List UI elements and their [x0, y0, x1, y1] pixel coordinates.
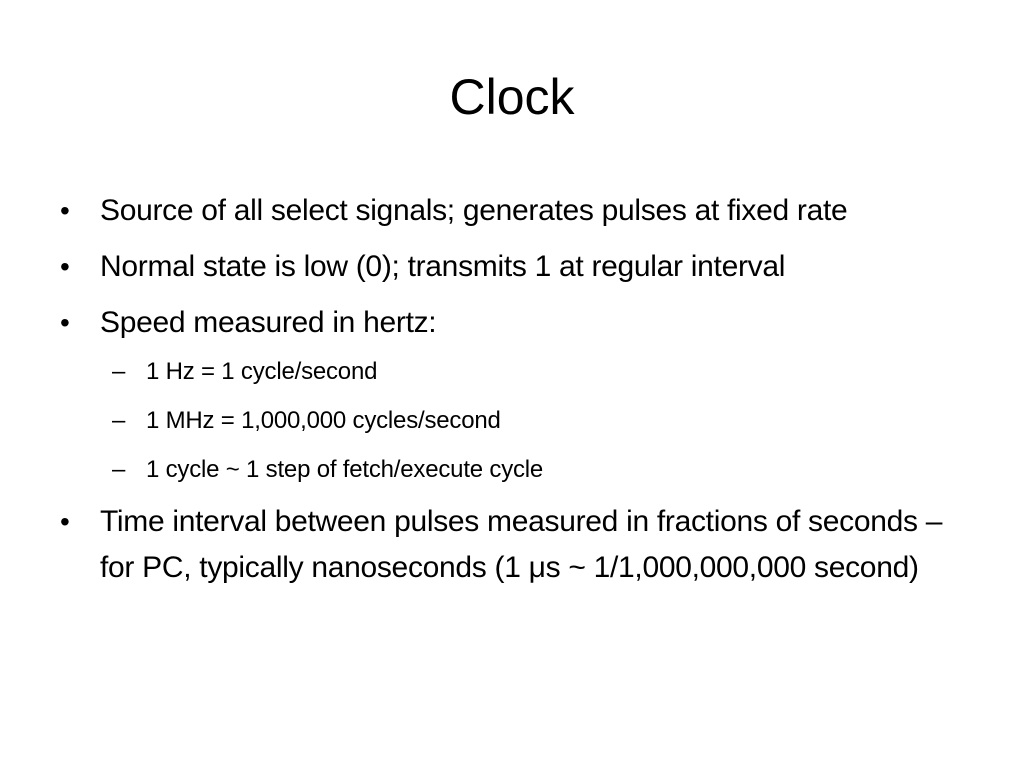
- sub-bullet-item: [56, 401, 976, 441]
- sub-bullet-text: 1 cycle ~ 1 step of fetch/execute cycle: [146, 456, 544, 483]
- sub-bullet-text: 1 Hz = 1 cycle/second: [146, 358, 378, 385]
- slide-title: Clock: [449, 69, 575, 125]
- bullet-text: Time interval between pulses measured in fractions of seconds – for PC, typically nanoseconds (1 μs ~ 1/1,000,000,000 second): [100, 505, 943, 584]
- bullet-mark: •: [60, 195, 70, 226]
- sub-bullet-text: 1 MHz = 1,000,000 cycles/second: [146, 407, 501, 434]
- sub-bullet-item: [56, 450, 976, 490]
- sub-bullet-mark: –: [112, 407, 126, 434]
- bullet-mark: •: [60, 307, 70, 338]
- bullet-mark: •: [60, 506, 70, 537]
- bullet-mark: •: [60, 251, 70, 282]
- bullet-item: [56, 244, 976, 290]
- sub-bullet-list: [56, 352, 976, 490]
- bullet-item: [56, 188, 976, 234]
- sub-bullet-mark: –: [112, 358, 126, 385]
- slide-content: [56, 188, 976, 601]
- bullet-text: Source of all select signals; generates pulses at fixed rate: [100, 194, 848, 227]
- sub-bullet-mark: –: [112, 456, 126, 483]
- sub-bullet-item: [56, 352, 976, 392]
- bullet-text: Normal state is low (0); transmits 1 at regular interval: [100, 250, 786, 283]
- bullet-item: [56, 499, 976, 591]
- bullet-item: [56, 300, 976, 346]
- bullet-text: Speed measured in hertz:: [100, 306, 437, 339]
